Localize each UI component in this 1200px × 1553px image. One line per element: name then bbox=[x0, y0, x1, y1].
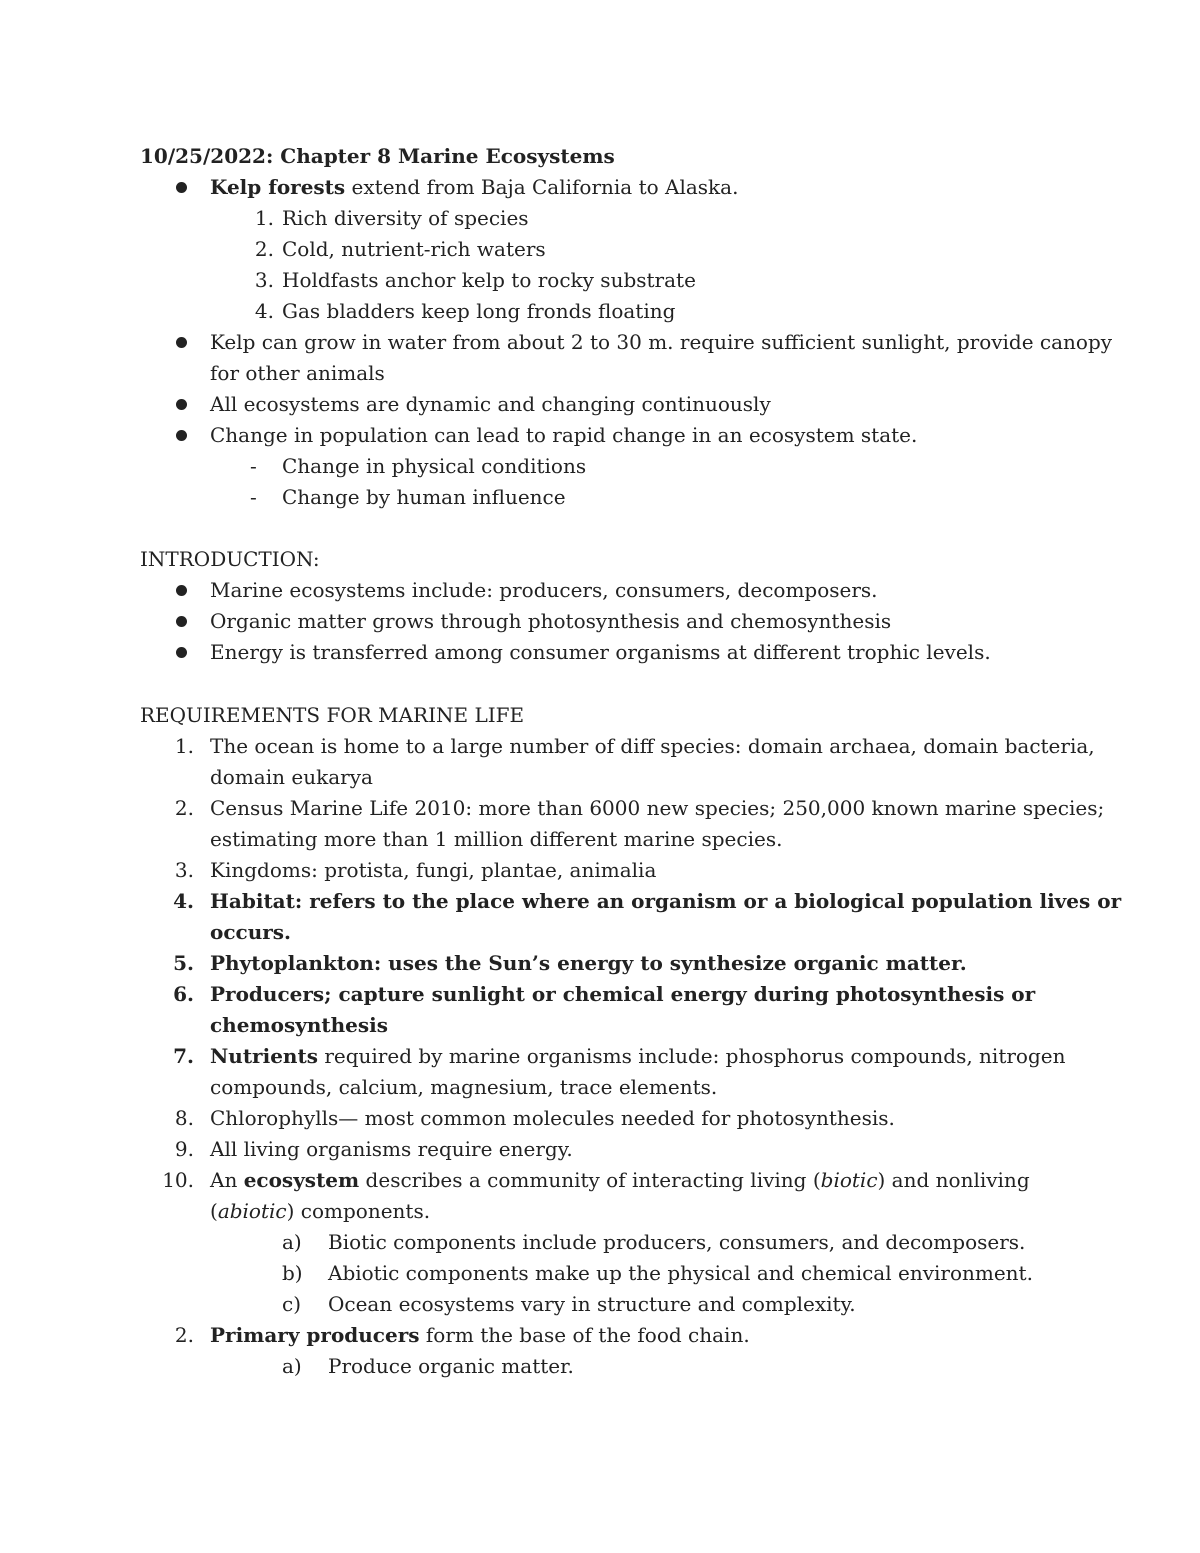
dash-mark: - bbox=[250, 454, 257, 478]
bullet-dot bbox=[176, 616, 187, 627]
abiotic-term: abiotic bbox=[217, 1199, 287, 1223]
sublist-letter: c) bbox=[282, 1292, 302, 1316]
list-item: The ocean is home to a large number of diff species: domain archaea, domain bacteria, bbox=[210, 734, 1095, 758]
ecosystem-term: ecosystem bbox=[243, 1168, 360, 1192]
page-title: 10/25/2022: Chapter 8 Marine Ecosystems bbox=[140, 144, 615, 168]
bullet-dot bbox=[176, 399, 187, 410]
list-number: 2. bbox=[254, 237, 274, 261]
bullet-dot bbox=[176, 647, 187, 658]
list-item-text: ( bbox=[210, 1199, 218, 1223]
list-item: Kingdoms: protista, fungi, plantae, animalia bbox=[210, 858, 657, 882]
list-number: 3. bbox=[174, 858, 194, 882]
list-number: 8. bbox=[174, 1106, 194, 1130]
list-number: 4. bbox=[173, 889, 194, 913]
sublist-item: Abiotic components make up the physical and chemical environment. bbox=[328, 1261, 1033, 1285]
list-item bbox=[210, 1320, 750, 1351]
list-number: 1. bbox=[174, 734, 194, 758]
list-number: 1. bbox=[254, 206, 274, 230]
list-item-text: form the base of the food chain. bbox=[419, 1323, 750, 1347]
list-number: 2. bbox=[174, 1323, 194, 1347]
bullet-dot bbox=[176, 585, 187, 596]
list-number: 7. bbox=[173, 1044, 194, 1068]
kelp-forests-term: Kelp forests bbox=[210, 175, 346, 199]
list-item-continuation: estimating more than 1 million different marine species. bbox=[210, 827, 783, 851]
list-item: Cold, nutrient-rich waters bbox=[282, 237, 546, 261]
requirements-heading: REQUIREMENTS FOR MARINE LIFE bbox=[140, 703, 525, 727]
list-number: 4. bbox=[254, 299, 274, 323]
list-item: Holdfasts anchor kelp to rocky substrate bbox=[282, 268, 696, 292]
list-item: Census Marine Life 2010: more than 6000 new species; 250,000 known marine species; bbox=[210, 796, 1105, 820]
list-item: Kelp can grow in water from about 2 to 30 m. require sufficient sunlight, provide canopy bbox=[210, 330, 1113, 354]
sublist-item: Biotic components include producers, consumers, and decomposers. bbox=[328, 1230, 1026, 1254]
list-item: Change in population can lead to rapid change in an ecosystem state. bbox=[210, 423, 918, 447]
list-item-text: ) and nonliving bbox=[877, 1168, 1030, 1192]
list-item: Producers; capture sunlight or chemical energy during photosynthesis or bbox=[210, 982, 1036, 1006]
list-item: Phytoplankton: uses the Sun’s energy to synthesize organic matter. bbox=[210, 951, 967, 975]
list-item: Organic matter grows through photosynthesis and chemosynthesis bbox=[210, 609, 892, 633]
list-item: Change by human influence bbox=[282, 485, 566, 509]
list-item: Gas bladders keep long fronds floating bbox=[282, 299, 676, 323]
list-item: Energy is transferred among consumer organisms at different trophic levels. bbox=[210, 640, 991, 664]
list-item bbox=[210, 1165, 1030, 1196]
list-number: 9. bbox=[174, 1137, 194, 1161]
list-item-text: required by marine organisms include: phosphorus compounds, nitrogen bbox=[317, 1044, 1066, 1068]
list-item-continuation bbox=[210, 1196, 430, 1227]
list-item-text: extend from Baja California to Alaska. bbox=[345, 175, 739, 199]
list-item: Rich diversity of species bbox=[282, 206, 529, 230]
list-item bbox=[210, 1041, 1066, 1072]
list-item: Chlorophylls— most common molecules needed for photosynthesis. bbox=[210, 1106, 895, 1130]
primary-producers-term: Primary producers bbox=[210, 1323, 420, 1347]
sublist-letter: a) bbox=[282, 1230, 302, 1254]
sublist-item: Ocean ecosystems vary in structure and complexity. bbox=[328, 1292, 856, 1316]
introduction-heading: INTRODUCTION: bbox=[140, 547, 320, 571]
sublist-letter: b) bbox=[282, 1261, 303, 1285]
list-item-continuation: domain eukarya bbox=[210, 765, 373, 789]
list-item-continuation: occurs. bbox=[210, 920, 291, 944]
bullet-dot bbox=[176, 182, 187, 193]
list-number: 2. bbox=[174, 796, 194, 820]
list-item-continuation: chemosynthesis bbox=[210, 1013, 388, 1037]
list-item bbox=[210, 172, 738, 203]
list-number: 5. bbox=[173, 951, 194, 975]
biotic-term: biotic bbox=[820, 1168, 878, 1192]
bullet-dot bbox=[176, 337, 187, 348]
list-item: All living organisms require energy. bbox=[210, 1137, 573, 1161]
list-item-continuation: compounds, calcium, magnesium, trace elements. bbox=[210, 1075, 718, 1099]
sublist-item: Produce organic matter. bbox=[328, 1354, 574, 1378]
list-item-continuation: for other animals bbox=[210, 361, 385, 385]
list-number: 3. bbox=[254, 268, 274, 292]
list-item: Change in physical conditions bbox=[282, 454, 587, 478]
list-number: 6. bbox=[173, 982, 194, 1006]
sublist-letter: a) bbox=[282, 1354, 302, 1378]
list-item-text: ) components. bbox=[286, 1199, 431, 1223]
list-item: Marine ecosystems include: producers, consumers, decomposers. bbox=[210, 578, 878, 602]
list-item: All ecosystems are dynamic and changing continuously bbox=[210, 392, 771, 416]
list-item-text: describes a community of interacting living ( bbox=[359, 1168, 821, 1192]
nutrients-term: Nutrients bbox=[210, 1044, 318, 1068]
dash-mark: - bbox=[250, 485, 257, 509]
list-item: Habitat: refers to the place where an organism or a biological population lives or bbox=[210, 889, 1122, 913]
list-number: 10. bbox=[162, 1168, 194, 1192]
bullet-dot bbox=[176, 430, 187, 441]
list-item-text: An bbox=[210, 1168, 244, 1192]
